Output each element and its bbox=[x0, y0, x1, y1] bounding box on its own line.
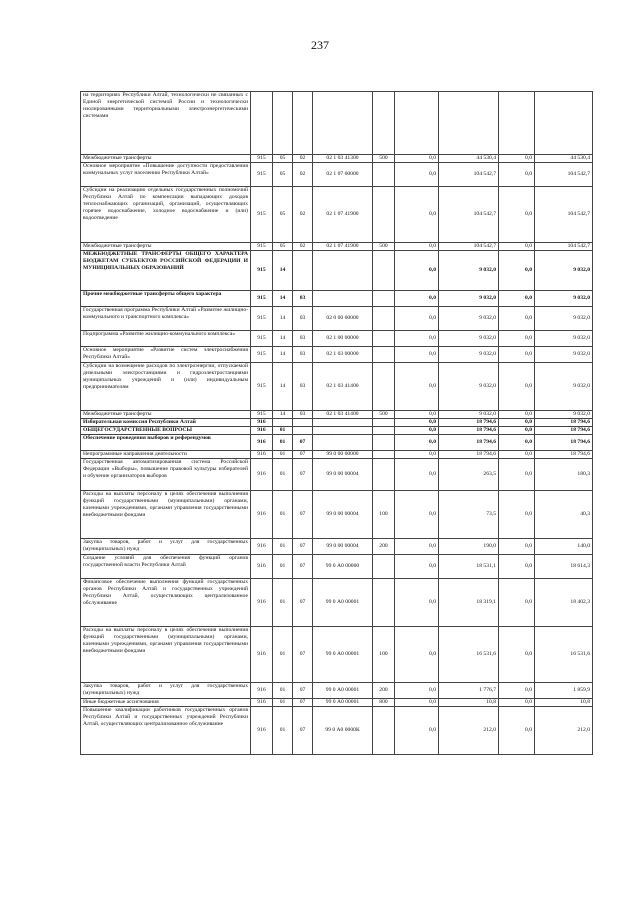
col-name: Повышение квалификации работников государственных органов Республики Алтай и государственных учреждений Республики Алтай, осуществляющих централизованное обслуживание bbox=[81, 707, 251, 755]
col-target-article: 99 0 00 00000 bbox=[313, 451, 373, 459]
col-subsection: 02 bbox=[293, 155, 313, 163]
table-row bbox=[81, 307, 593, 331]
table-row bbox=[81, 347, 593, 363]
col-target-article: 99 0 00 00004 bbox=[313, 539, 373, 555]
col-name: Непрограммные направления деятельности bbox=[81, 451, 251, 459]
col-expense-type: 800 bbox=[373, 699, 395, 707]
budget-table bbox=[80, 91, 593, 755]
col-subsection: 07 bbox=[293, 539, 313, 555]
col-amount-2: 9 032,0 bbox=[439, 291, 499, 307]
col-target-article bbox=[313, 427, 373, 435]
col-target-article: 02 1 07 00000 bbox=[313, 163, 373, 187]
table-row bbox=[81, 699, 593, 707]
col-subsection bbox=[293, 251, 313, 291]
col-amount-1: 0,0 bbox=[395, 363, 439, 411]
col-amount-2: 18 531,1 bbox=[439, 555, 499, 579]
col-amount-2: 9 032,0 bbox=[439, 347, 499, 363]
col-ministry: 916 bbox=[251, 539, 273, 555]
col-expense-type bbox=[373, 251, 395, 291]
col-target-article: 99 0 00 00004 bbox=[313, 459, 373, 491]
page-number: 237 bbox=[311, 38, 329, 52]
col-amount-1: 0,0 bbox=[395, 347, 439, 363]
col-name: Закупка товаров, работ и услуг для государственных (муниципальных) нужд bbox=[81, 539, 251, 555]
col-amount-2: 73,5 bbox=[439, 491, 499, 539]
col-amount-4: 10,8 bbox=[535, 699, 593, 707]
col-target-article: 02 1 07 41900 bbox=[313, 243, 373, 251]
col-amount-2: 9 032,0 bbox=[439, 307, 499, 331]
col-amount-2: 190,0 bbox=[439, 539, 499, 555]
col-amount-1 bbox=[395, 92, 439, 155]
col-target-article: 02 1 03 41400 bbox=[313, 363, 373, 411]
table-row bbox=[81, 411, 593, 419]
col-amount-1: 0,0 bbox=[395, 451, 439, 459]
col-name: Иные бюджетные ассигнования bbox=[81, 699, 251, 707]
col-expense-type bbox=[373, 435, 395, 451]
col-ministry: 915 bbox=[251, 411, 273, 419]
col-amount-1: 0,0 bbox=[395, 187, 439, 243]
col-name: Избирательная комиссия Республики Алтай bbox=[81, 419, 251, 427]
col-subsection: 03 bbox=[293, 307, 313, 331]
col-expense-type bbox=[373, 307, 395, 331]
col-amount-4: 9 032,0 bbox=[535, 251, 593, 291]
col-subsection: 07 bbox=[293, 451, 313, 459]
col-ministry: 915 bbox=[251, 163, 273, 187]
col-amount-3: 0,0 bbox=[499, 451, 535, 459]
col-amount-4: 18 794,6 bbox=[535, 451, 593, 459]
table-row bbox=[81, 187, 593, 243]
col-section: 05 bbox=[273, 243, 293, 251]
col-amount-2: 16 531,6 bbox=[439, 627, 499, 683]
col-name: МЕЖБЮДЖЕТНЫЕ ТРАНСФЕРТЫ ОБЩЕГО ХАРАКТЕРА БЮДЖЕТАМ СУБЪЕКТОВ РОССИЙСКОЙ ФЕДЕРАЦИИ И МУНИЦИПАЛЬНЫХ ОБРАЗОВАНИЙ bbox=[81, 251, 251, 291]
col-ministry: 916 bbox=[251, 451, 273, 459]
col-ministry: 915 bbox=[251, 307, 273, 331]
col-expense-type: 500 bbox=[373, 411, 395, 419]
col-amount-3: 0,0 bbox=[499, 155, 535, 163]
col-amount-4: 9 032,0 bbox=[535, 347, 593, 363]
col-amount-1: 0,0 bbox=[395, 411, 439, 419]
col-expense-type bbox=[373, 331, 395, 347]
col-name: ОБЩЕГОСУДАРСТВЕННЫЕ ВОПРОСЫ bbox=[81, 427, 251, 435]
col-ministry: 916 bbox=[251, 707, 273, 755]
col-amount-4: 18 794,6 bbox=[535, 435, 593, 451]
col-target-article bbox=[313, 291, 373, 307]
col-name: Расходы на выплаты персоналу в целях обеспечения выполнения функций государственными (муниципальными) органами, казенными учреждениями, органами управления государственными внебюджетными фондами bbox=[81, 491, 251, 539]
col-section: 01 bbox=[273, 579, 293, 627]
col-target-article: 99 0 А0 00001 bbox=[313, 683, 373, 699]
col-section: 01 bbox=[273, 451, 293, 459]
col-amount-3: 0,0 bbox=[499, 163, 535, 187]
col-amount-3: 0,0 bbox=[499, 707, 535, 755]
col-amount-3: 0,0 bbox=[499, 347, 535, 363]
col-target-article: 02 1 03 41400 bbox=[313, 411, 373, 419]
col-amount-3: 0,0 bbox=[499, 627, 535, 683]
col-amount-1: 0,0 bbox=[395, 627, 439, 683]
col-subsection: 02 bbox=[293, 163, 313, 187]
table-row bbox=[81, 579, 593, 627]
table-row bbox=[81, 291, 593, 307]
col-subsection: 07 bbox=[293, 707, 313, 755]
col-amount-1: 0,0 bbox=[395, 291, 439, 307]
col-section: 14 bbox=[273, 291, 293, 307]
table-row bbox=[81, 251, 593, 291]
col-ministry bbox=[251, 92, 273, 155]
col-amount-1: 0,0 bbox=[395, 435, 439, 451]
col-subsection: 07 bbox=[293, 435, 313, 451]
col-expense-type bbox=[373, 291, 395, 307]
col-target-article bbox=[313, 435, 373, 451]
col-ministry: 916 bbox=[251, 699, 273, 707]
col-amount-3: 0,0 bbox=[499, 539, 535, 555]
col-section: 05 bbox=[273, 163, 293, 187]
table-row bbox=[81, 419, 593, 427]
col-name: Основное мероприятие «Повышение доступности предоставления коммунальных услуг населению Республики Алтай» bbox=[81, 163, 251, 187]
col-amount-2: 9 032,0 bbox=[439, 251, 499, 291]
col-target-article: 02 1 00 00000 bbox=[313, 331, 373, 347]
col-amount-1: 0,0 bbox=[395, 579, 439, 627]
col-amount-4: 18 402,3 bbox=[535, 579, 593, 627]
col-amount-4: 18 614,3 bbox=[535, 555, 593, 579]
col-ministry: 915 bbox=[251, 331, 273, 347]
col-amount-1: 0,0 bbox=[395, 491, 439, 539]
col-target-article: 02 1 07 41900 bbox=[313, 187, 373, 243]
col-name: Государственная автоматизированная система Российской Федерации «Выборы», повышение правовой культуры избирателей и обучение организаторов выборов bbox=[81, 459, 251, 491]
col-subsection: 07 bbox=[293, 459, 313, 491]
col-subsection bbox=[293, 419, 313, 427]
col-ministry: 915 bbox=[251, 187, 273, 243]
col-expense-type: 200 bbox=[373, 539, 395, 555]
col-section: 05 bbox=[273, 155, 293, 163]
col-subsection: 07 bbox=[293, 683, 313, 699]
col-ministry: 916 bbox=[251, 491, 273, 539]
col-amount-3: 0,0 bbox=[499, 251, 535, 291]
col-name: Обеспечение проведения выборов и референдумов bbox=[81, 435, 251, 451]
col-name: Финансовое обеспечение выполнения функций государственных органов Республики Алтай и государственных учреждений Республики Алтай, осуществляющих централизованное обслуживание bbox=[81, 579, 251, 627]
col-target-article: 99 0 А0 00001 bbox=[313, 699, 373, 707]
col-amount-4: 9 032,0 bbox=[535, 291, 593, 307]
col-target-article: 02 0 00 00000 bbox=[313, 307, 373, 331]
col-section: 05 bbox=[273, 187, 293, 243]
col-target-article: 99 0 А0 0000К bbox=[313, 707, 373, 755]
col-subsection: 03 bbox=[293, 363, 313, 411]
col-subsection: 07 bbox=[293, 491, 313, 539]
col-name: Государственная программа Республики Алтай «Развитие жилищно-коммунального и транспортного комплекса» bbox=[81, 307, 251, 331]
col-expense-type bbox=[373, 363, 395, 411]
col-name: на территориях Республики Алтай, технологически не связанных с Единой энергетической системой России и технологически изолированными территориальными электроэнергетическими системами bbox=[81, 92, 251, 155]
col-ministry: 916 bbox=[251, 579, 273, 627]
col-amount-3: 0,0 bbox=[499, 243, 535, 251]
col-amount-2: 104 542,7 bbox=[439, 187, 499, 243]
col-ministry: 916 bbox=[251, 459, 273, 491]
col-target-article: 99 0 А0 00000 bbox=[313, 555, 373, 579]
col-amount-4: 1 859,9 bbox=[535, 683, 593, 699]
table-row bbox=[81, 451, 593, 459]
col-section: 01 bbox=[273, 435, 293, 451]
col-ministry: 916 bbox=[251, 555, 273, 579]
col-amount-4: 104 542,7 bbox=[535, 187, 593, 243]
col-amount-4: 212,0 bbox=[535, 707, 593, 755]
col-amount-1: 0,0 bbox=[395, 539, 439, 555]
col-amount-1: 0,0 bbox=[395, 683, 439, 699]
col-amount-4: 180,3 bbox=[535, 459, 593, 491]
col-name: Субсидии на возмещение расходов по электроэнергии, отпускаемой дизельными электростанциями и гидроэлектростанциями муниципальных учреждений и (или) индивидуальным предпринимателям bbox=[81, 363, 251, 411]
col-subsection: 03 bbox=[293, 291, 313, 307]
col-section bbox=[273, 92, 293, 155]
col-target-article: 99 0 00 00004 bbox=[313, 491, 373, 539]
col-ministry: 915 bbox=[251, 347, 273, 363]
col-amount-1: 0,0 bbox=[395, 699, 439, 707]
col-expense-type: 200 bbox=[373, 683, 395, 699]
col-amount-4: 9 032,0 bbox=[535, 331, 593, 347]
col-amount-4: 104 542,7 bbox=[535, 163, 593, 187]
col-target-article: 99 0 А0 00001 bbox=[313, 579, 373, 627]
col-amount-1: 0,0 bbox=[395, 427, 439, 435]
col-amount-2: 18 319,1 bbox=[439, 579, 499, 627]
col-name: Закупка товаров, работ и услуг для государственных (муниципальных) нужд bbox=[81, 683, 251, 699]
col-amount-2: 104 542,7 bbox=[439, 243, 499, 251]
table-row bbox=[81, 459, 593, 491]
col-expense-type bbox=[373, 163, 395, 187]
col-target-article bbox=[313, 92, 373, 155]
col-amount-2: 9 032,0 bbox=[439, 411, 499, 419]
col-expense-type: 500 bbox=[373, 243, 395, 251]
col-amount-3: 0,0 bbox=[499, 555, 535, 579]
col-amount-4: 9 032,0 bbox=[535, 307, 593, 331]
col-amount-4: 18 794,6 bbox=[535, 419, 593, 427]
col-name: Межбюджетные трансферты bbox=[81, 411, 251, 419]
col-expense-type bbox=[373, 451, 395, 459]
col-expense-type bbox=[373, 419, 395, 427]
col-section: 01 bbox=[273, 683, 293, 699]
col-amount-1: 0,0 bbox=[395, 419, 439, 427]
col-subsection: 03 bbox=[293, 331, 313, 347]
col-name: Расходы на выплаты персоналу в целях обеспечения выполнения функций государственными (муниципальными) органами, казенными учреждениями, органами управления государственными внебюджетными фондами bbox=[81, 627, 251, 683]
col-section: 14 bbox=[273, 307, 293, 331]
col-expense-type bbox=[373, 555, 395, 579]
col-amount-4: 16 531,6 bbox=[535, 627, 593, 683]
col-section: 14 bbox=[273, 363, 293, 411]
col-amount-3: 0,0 bbox=[499, 331, 535, 347]
col-subsection: 03 bbox=[293, 411, 313, 419]
col-amount-2: 1 776,7 bbox=[439, 683, 499, 699]
col-amount-2: 212,0 bbox=[439, 707, 499, 755]
table-row bbox=[81, 555, 593, 579]
col-expense-type: 100 bbox=[373, 491, 395, 539]
col-amount-3: 0,0 bbox=[499, 291, 535, 307]
col-subsection: 07 bbox=[293, 627, 313, 683]
col-section bbox=[273, 419, 293, 427]
col-name: Субсидии на реализацию отдельных государственных полномочий Республики Алтай по компенсации выпадающих доходов теплоснабжающих организаций, организаций, осуществляющих горячее водоснабжение, холодное водоснабжение и (или) водоотведение bbox=[81, 187, 251, 243]
col-section: 14 bbox=[273, 347, 293, 363]
col-amount-3 bbox=[499, 92, 535, 155]
col-expense-type bbox=[373, 707, 395, 755]
col-ministry: 915 bbox=[251, 243, 273, 251]
col-amount-2: 18 794,6 bbox=[439, 451, 499, 459]
col-expense-type bbox=[373, 92, 395, 155]
table-row bbox=[81, 627, 593, 683]
col-amount-3: 0,0 bbox=[499, 459, 535, 491]
table-row bbox=[81, 163, 593, 187]
col-target-article: 02 1 03 00000 bbox=[313, 347, 373, 363]
col-expense-type bbox=[373, 427, 395, 435]
col-name: Основное мероприятие «Развитие систем электроснабжения Республики Алтай» bbox=[81, 347, 251, 363]
table-row bbox=[81, 427, 593, 435]
col-amount-4: 9 032,0 bbox=[535, 411, 593, 419]
col-subsection: 02 bbox=[293, 187, 313, 243]
col-amount-1: 0,0 bbox=[395, 155, 439, 163]
col-amount-2: 44 530,4 bbox=[439, 155, 499, 163]
col-section: 14 bbox=[273, 331, 293, 347]
col-amount-3: 0,0 bbox=[499, 579, 535, 627]
col-target-article bbox=[313, 419, 373, 427]
col-ministry: 915 bbox=[251, 251, 273, 291]
col-section: 14 bbox=[273, 411, 293, 419]
col-ministry: 916 bbox=[251, 419, 273, 427]
col-amount-2: 18 794,6 bbox=[439, 427, 499, 435]
col-section: 01 bbox=[273, 699, 293, 707]
col-subsection bbox=[293, 427, 313, 435]
col-section: 01 bbox=[273, 491, 293, 539]
col-name: Подпрограмма «Развитие жилищно-коммунального комплекса» bbox=[81, 331, 251, 347]
col-ministry: 916 bbox=[251, 435, 273, 451]
col-amount-2: 9 032,0 bbox=[439, 331, 499, 347]
col-amount-1: 0,0 bbox=[395, 307, 439, 331]
col-amount-2: 9 032,0 bbox=[439, 363, 499, 411]
col-name: Межбюджетные трансферты bbox=[81, 243, 251, 251]
table-row bbox=[81, 707, 593, 755]
col-ministry: 916 bbox=[251, 627, 273, 683]
col-target-article bbox=[313, 251, 373, 291]
table-row bbox=[81, 243, 593, 251]
col-section: 01 bbox=[273, 707, 293, 755]
col-amount-3: 0,0 bbox=[499, 699, 535, 707]
col-ministry: 916 bbox=[251, 683, 273, 699]
col-expense-type bbox=[373, 579, 395, 627]
col-subsection bbox=[293, 92, 313, 155]
col-amount-3: 0,0 bbox=[499, 435, 535, 451]
col-name: Прочие межбюджетные трансферты общего характера bbox=[81, 291, 251, 307]
col-expense-type bbox=[373, 187, 395, 243]
col-amount-4: 40,3 bbox=[535, 491, 593, 539]
col-amount-3: 0,0 bbox=[499, 491, 535, 539]
col-amount-1: 0,0 bbox=[395, 251, 439, 291]
col-amount-4: 140,0 bbox=[535, 539, 593, 555]
col-ministry: 916 bbox=[251, 427, 273, 435]
table-row bbox=[81, 491, 593, 539]
table-row bbox=[81, 155, 593, 163]
col-amount-2: 18 794,6 bbox=[439, 435, 499, 451]
col-section: 01 bbox=[273, 539, 293, 555]
table-row bbox=[81, 435, 593, 451]
col-expense-type bbox=[373, 347, 395, 363]
col-amount-4: 104 542,7 bbox=[535, 243, 593, 251]
col-amount-2: 10,8 bbox=[439, 699, 499, 707]
col-name: Межбюджетные трансферты bbox=[81, 155, 251, 163]
col-amount-3: 0,0 bbox=[499, 419, 535, 427]
col-section: 01 bbox=[273, 555, 293, 579]
col-ministry: 915 bbox=[251, 291, 273, 307]
col-amount-4: 18 794,6 bbox=[535, 427, 593, 435]
col-section: 14 bbox=[273, 251, 293, 291]
col-section: 01 bbox=[273, 627, 293, 683]
col-target-article: 99 0 А0 00001 bbox=[313, 627, 373, 683]
col-target-article: 02 1 03 41300 bbox=[313, 155, 373, 163]
table-row bbox=[81, 331, 593, 347]
col-amount-3: 0,0 bbox=[499, 427, 535, 435]
col-amount-3: 0,0 bbox=[499, 307, 535, 331]
col-amount-4 bbox=[535, 92, 593, 155]
col-ministry: 915 bbox=[251, 363, 273, 411]
col-name: Создание условий для обеспечения функций органов государственной власти Республики Алтай bbox=[81, 555, 251, 579]
col-amount-2: 18 794,6 bbox=[439, 419, 499, 427]
col-subsection: 07 bbox=[293, 555, 313, 579]
table-row bbox=[81, 683, 593, 699]
col-amount-1: 0,0 bbox=[395, 243, 439, 251]
col-subsection: 07 bbox=[293, 579, 313, 627]
col-amount-3: 0,0 bbox=[499, 411, 535, 419]
col-amount-4: 9 032,0 bbox=[535, 363, 593, 411]
col-expense-type: 100 bbox=[373, 627, 395, 683]
col-amount-4: 44 530,4 bbox=[535, 155, 593, 163]
col-subsection: 07 bbox=[293, 699, 313, 707]
col-amount-2: 104 542,7 bbox=[439, 163, 499, 187]
col-amount-1: 0,0 bbox=[395, 707, 439, 755]
col-section: 01 bbox=[273, 427, 293, 435]
table-row bbox=[81, 363, 593, 411]
col-amount-2 bbox=[439, 92, 499, 155]
col-amount-1: 0,0 bbox=[395, 331, 439, 347]
col-section: 01 bbox=[273, 459, 293, 491]
col-ministry: 915 bbox=[251, 155, 273, 163]
col-amount-1: 0,0 bbox=[395, 163, 439, 187]
col-amount-1: 0,0 bbox=[395, 555, 439, 579]
table-row bbox=[81, 92, 593, 155]
col-amount-3: 0,0 bbox=[499, 187, 535, 243]
col-amount-2: 263,5 bbox=[439, 459, 499, 491]
col-subsection: 03 bbox=[293, 347, 313, 363]
col-amount-1: 0,0 bbox=[395, 459, 439, 491]
col-expense-type: 500 bbox=[373, 155, 395, 163]
col-expense-type bbox=[373, 459, 395, 491]
col-subsection: 02 bbox=[293, 243, 313, 251]
col-amount-3: 0,0 bbox=[499, 363, 535, 411]
table-row bbox=[81, 539, 593, 555]
col-amount-3: 0,0 bbox=[499, 683, 535, 699]
